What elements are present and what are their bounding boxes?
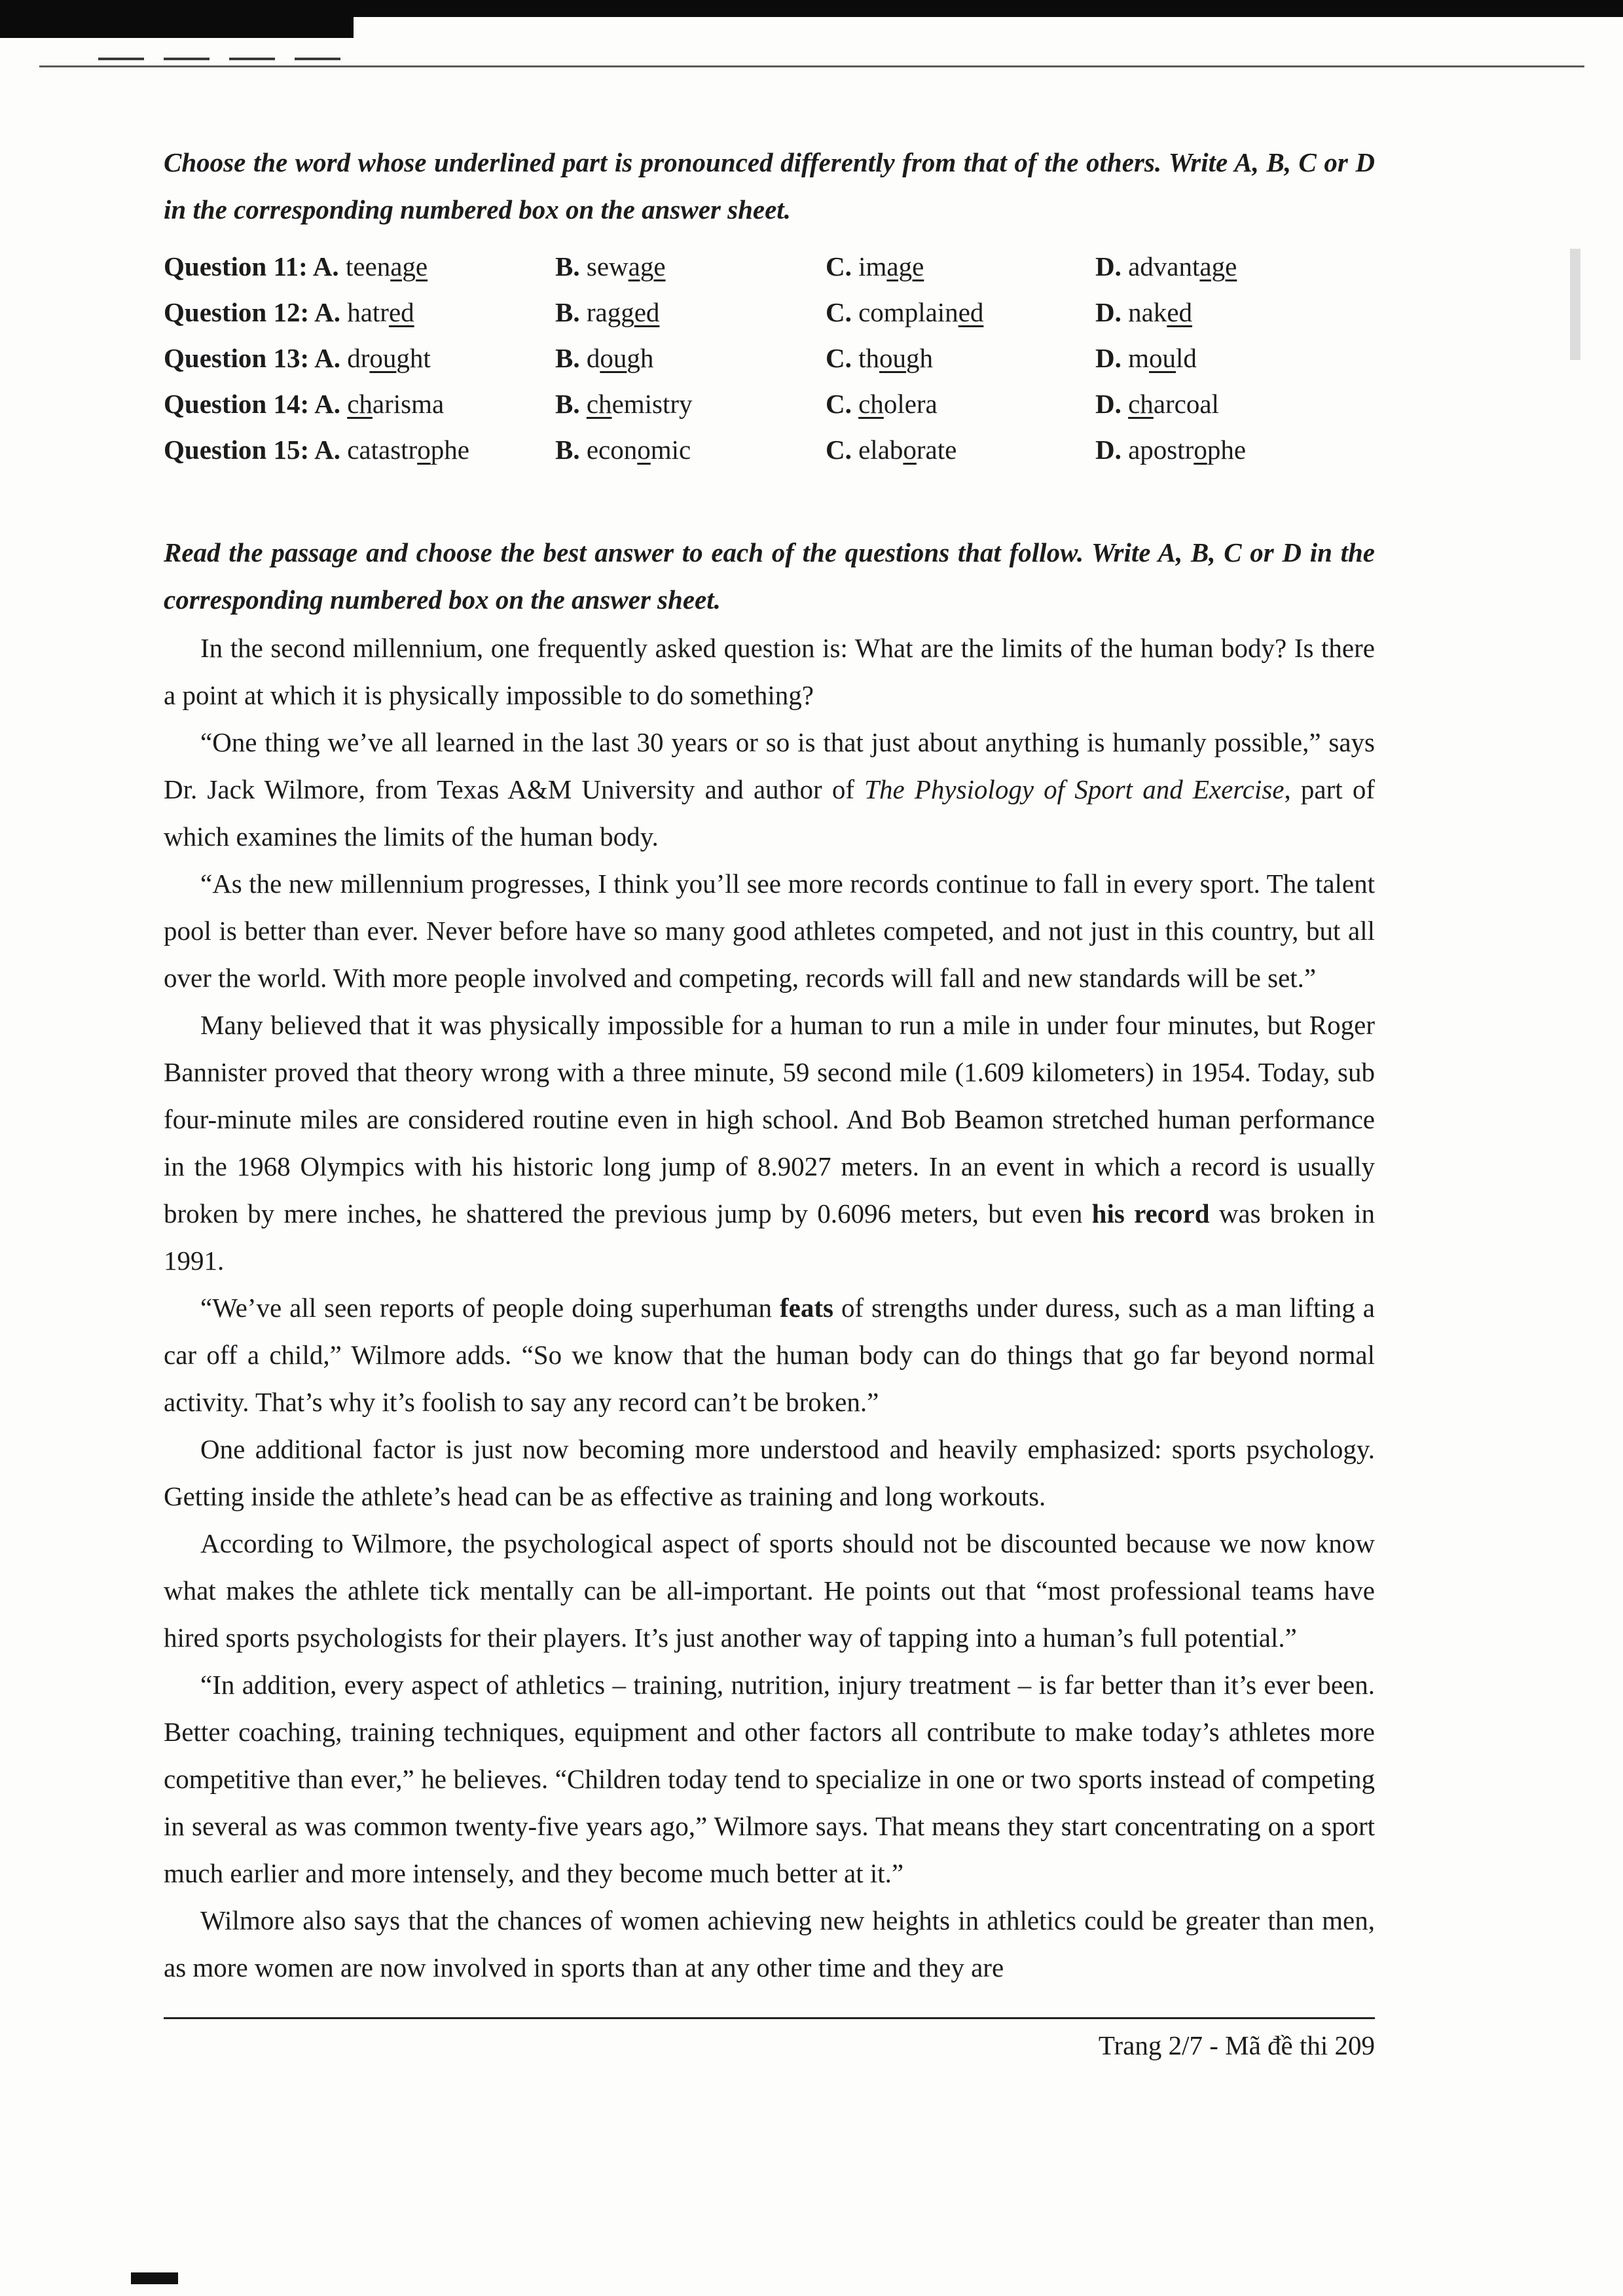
option-letter: C. — [826, 297, 859, 327]
underlined-part: ch — [1128, 389, 1154, 419]
page-content — [164, 139, 1375, 2065]
option-text: teen — [345, 251, 391, 281]
option-cell — [1095, 381, 1375, 427]
scan-artifact-rule-line — [39, 65, 1584, 67]
option-cell — [555, 381, 826, 427]
passage-paragraph — [164, 719, 1375, 860]
option-letter: A. — [314, 343, 348, 373]
option-text: gh — [627, 343, 654, 373]
underlined-part: ou — [600, 343, 627, 373]
text-segment: “As the new millennium progresses, I think you’ll see more records continue to fall in every sport. The talent pool is better than ever. Never before have so many good athletes competed, and not just in this country, but all over the world. With more people involved and competing, records will fall and new standards will be set.” — [164, 869, 1375, 993]
underlined-part: ou — [1149, 343, 1176, 373]
option-text: arcoal — [1153, 389, 1219, 419]
underlined-part: ed — [388, 297, 414, 327]
passage-paragraph — [164, 1897, 1375, 1991]
option-text: d — [586, 343, 600, 373]
option-cell — [164, 289, 555, 335]
passage-paragraph — [164, 1661, 1375, 1897]
option-letter: A. — [314, 297, 348, 327]
scan-artifact-dashed-line — [98, 58, 354, 60]
scan-artifact-bottom-mark — [131, 2272, 178, 2284]
section2-instruction: Read the passage and choose the best answer to each of the questions that follow. Write A, B, C or D in the corresponding numbered box on the answer sheet. — [164, 537, 1375, 615]
text-segment: According to Wilmore, the psychological aspect of sports should not be discounted because we now know what makes the athlete tick mentally can be all-important. He points out that “most professional teams have hired sports psychologists for their players. It’s just another way of tapping into a human’s full potential.” — [164, 1528, 1375, 1653]
option-letter: D. — [1095, 251, 1129, 281]
option-text: sew — [586, 251, 629, 281]
option-text: gh — [906, 343, 934, 373]
option-cell — [826, 427, 1095, 473]
option-letter: D. — [1095, 297, 1129, 327]
text-segment: of strengths under duress, such as a man lifting a car off a child,” Wilmore adds. “So we know that the human body can do things that go far beyond normal activity. That’s why it’s foolish to say any record can’t be broken.” — [164, 1293, 1375, 1417]
option-text: im — [858, 251, 887, 281]
underlined-part: ed — [634, 297, 660, 327]
text-segment: , part of which examines the limits of the human body. — [164, 774, 1375, 852]
text-segment: Wilmore also says that the chances of women achieving new heights in athletics could be greater than men, as more women are now involved in sports than at any other time and they are — [164, 1905, 1375, 1982]
option-text: emistry — [611, 389, 693, 419]
option-text: dr — [347, 343, 370, 373]
option-cell — [555, 243, 826, 289]
option-cell — [555, 335, 826, 381]
option-letter: B. — [555, 389, 587, 419]
underlined-part: o — [417, 435, 431, 465]
option-text: th — [858, 343, 880, 373]
question-row — [164, 289, 1375, 335]
question-label: Question 11: — [164, 251, 313, 281]
option-cell — [555, 427, 826, 473]
passage-paragraph — [164, 624, 1375, 719]
option-letter: D. — [1095, 435, 1129, 465]
question-row — [164, 381, 1375, 427]
underlined-part: ed — [958, 297, 984, 327]
option-text: arisma — [372, 389, 445, 419]
option-cell — [164, 335, 555, 381]
option-cell — [1095, 335, 1375, 381]
page-footer — [164, 2017, 1375, 2065]
passage-paragraph — [164, 1426, 1375, 1520]
option-cell — [826, 335, 1095, 381]
passage-paragraph — [164, 1520, 1375, 1661]
underlined-part: ch — [586, 389, 612, 419]
option-cell — [164, 243, 555, 289]
option-text: m — [1128, 343, 1150, 373]
option-cell — [826, 381, 1095, 427]
question-label: Question 15: — [164, 435, 315, 465]
question-label: Question 14: — [164, 389, 315, 419]
option-letter: D. — [1095, 343, 1129, 373]
option-text: econ — [586, 435, 638, 465]
underlined-part: age — [886, 251, 924, 281]
option-letter: D. — [1095, 389, 1129, 419]
option-text: complain — [858, 297, 958, 327]
option-text: phe — [1207, 435, 1247, 465]
option-text: ght — [396, 343, 431, 373]
underlined-part: ch — [347, 389, 373, 419]
underlined-part: age — [628, 251, 666, 281]
underlined-part: ou — [369, 343, 397, 373]
option-text: elab — [858, 435, 903, 465]
section1-instruction: Choose the word whose underlined part is pronounced differently from that of the others. Write A, B, C or D in the corresponding numbered box on the answer sheet. — [164, 147, 1375, 224]
passage-paragraph — [164, 1284, 1375, 1426]
option-text: mic — [650, 435, 691, 465]
option-text: ld — [1176, 343, 1197, 373]
reading-passage — [164, 624, 1375, 1991]
text-segment: “In addition, every aspect of athletics – training, nutrition, injury treatment – is far better than it’s ever been. Better coaching, training techniques, equipment and other factors all contribute to make today’s athletes more competitive than ever,” he believes. “Children today tend to specialize in one or two sports instead of competing in several as was common twenty-five years ago,” Wilmore says. That means they start concentrating on a sport much earlier and more intensely, and they become much better at it.” — [164, 1670, 1375, 1888]
option-letter: C. — [826, 435, 859, 465]
underlined-part: o — [1194, 435, 1207, 465]
option-text: rate — [916, 435, 957, 465]
option-cell — [555, 289, 826, 335]
option-text: apostr — [1128, 435, 1194, 465]
text-segment: In the second millennium, one frequently asked question is: What are the limits of the human body? Is there a point at which it is physically impossible to do something? — [164, 633, 1375, 710]
underlined-part: o — [903, 435, 917, 465]
option-cell — [164, 427, 555, 473]
option-text: catastr — [347, 435, 418, 465]
underlined-part: age — [390, 251, 428, 281]
underlined-part: o — [637, 435, 651, 465]
underlined-part: ch — [858, 389, 884, 419]
option-text: nak — [1128, 297, 1167, 327]
pronunciation-questions — [164, 243, 1375, 473]
option-text: olera — [883, 389, 938, 419]
option-letter: A. — [314, 435, 348, 465]
footer-page-number: Trang 2/7 - Mã đề thi 209 — [1098, 2030, 1375, 2060]
passage-paragraph — [164, 1001, 1375, 1284]
question-label: Question 12: — [164, 297, 315, 327]
option-letter: B. — [555, 251, 587, 281]
text-segment: feats — [780, 1293, 833, 1323]
option-text: ragg — [586, 297, 634, 327]
option-cell — [1095, 289, 1375, 335]
option-cell — [826, 243, 1095, 289]
underlined-part: ou — [879, 343, 907, 373]
text-segment: his record — [1091, 1198, 1210, 1229]
option-letter: B. — [555, 297, 587, 327]
scan-artifact-top-left-block — [0, 0, 354, 38]
text-segment: One additional factor is just now becoming more understood and heavily emphasized: sports psychology. Getting inside the athlete’s head can be as effective as training and long workouts. — [164, 1434, 1375, 1511]
text-segment: Many believed that it was physically impossible for a human to run a mile in under four minutes, but Roger Bannister proved that theory wrong with a three minute, 59 second mile (1.609 kilometers) in 1954. Today, sub four-minute miles are considered routine even in high school. And Bob Beamon stretched human performance in the 1968 Olympics with his historic long jump of 8.9027 meters. In an event in which a record is usually broken by mere inches, he shattered the previous jump by 0.6096 meters, but even — [164, 1010, 1375, 1229]
text-segment: was broken in 1991. — [164, 1198, 1375, 1276]
question-row — [164, 335, 1375, 381]
option-letter: B. — [555, 435, 587, 465]
option-letter: C. — [826, 389, 859, 419]
underlined-part: age — [1199, 251, 1237, 281]
underlined-part: ed — [1167, 297, 1193, 327]
option-letter: C. — [826, 343, 859, 373]
text-segment: “One thing we’ve all learned in the last 30 years or so is that just about anything is humanly possible,” says Dr. Jack Wilmore, from Texas A&M University and author of — [164, 727, 1375, 804]
text-segment: The Physiology of Sport and Exercise — [864, 774, 1285, 804]
question-row — [164, 427, 1375, 473]
option-cell — [1095, 243, 1375, 289]
option-text: hatr — [347, 297, 389, 327]
option-text: phe — [430, 435, 469, 465]
option-letter: C. — [826, 251, 859, 281]
option-letter: A. — [314, 389, 348, 419]
option-letter: B. — [555, 343, 587, 373]
option-cell — [1095, 427, 1375, 473]
question-row — [164, 243, 1375, 289]
text-segment: “We’ve all seen reports of people doing superhuman — [200, 1293, 780, 1323]
option-letter: A. — [312, 251, 346, 281]
question-label: Question 13: — [164, 343, 315, 373]
passage-paragraph — [164, 860, 1375, 1001]
scan-artifact-right-smudge — [1570, 249, 1580, 360]
option-cell — [164, 381, 555, 427]
option-cell — [826, 289, 1095, 335]
option-text: advant — [1128, 251, 1200, 281]
